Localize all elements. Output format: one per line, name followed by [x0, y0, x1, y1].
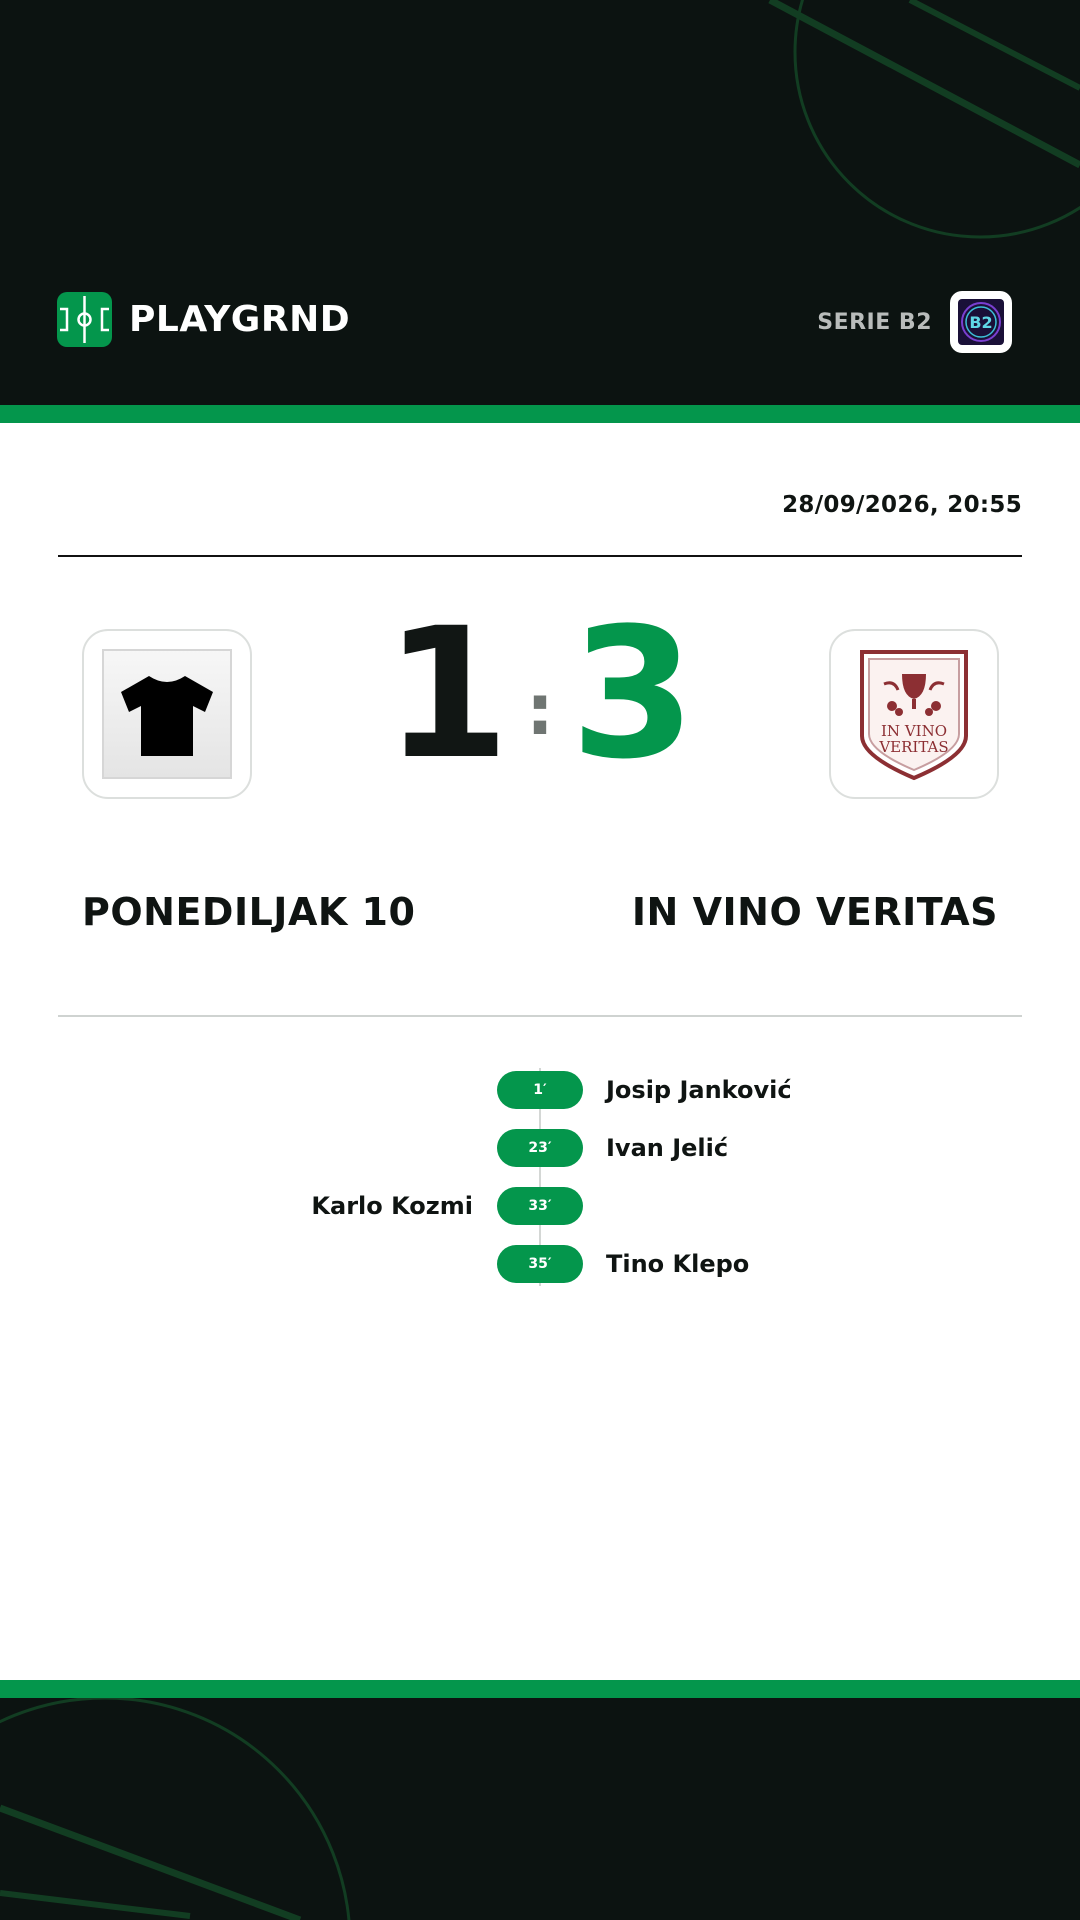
minute-badge: 1′: [497, 1071, 583, 1109]
crest-icon: [854, 644, 974, 784]
league-name: SERIE B2: [817, 309, 932, 335]
away-team-name: IN VINO VERITAS: [631, 890, 998, 934]
away-scorer: Ivan Jelić: [606, 1134, 729, 1162]
divider: [58, 1015, 1022, 1017]
brand: [57, 291, 350, 347]
goal-event: [0, 1129, 1080, 1169]
score-separator: :: [526, 669, 554, 751]
scoreboard: [380, 590, 700, 799]
minute-badge: 35′: [497, 1245, 583, 1283]
league: [817, 291, 1012, 353]
match-datetime: 28/09/2026, 20:55: [782, 492, 1022, 518]
home-team-logo: [82, 629, 252, 799]
home-team-name: PONEDILJAK 10: [82, 890, 416, 934]
league-logo-icon: [957, 298, 1005, 346]
header: [0, 0, 1080, 405]
pitch-icon: [57, 292, 112, 347]
footer: [0, 1698, 1080, 1920]
home-scorer: Karlo Kozmi: [311, 1192, 473, 1220]
home-score: 1: [384, 590, 510, 799]
divider: [58, 555, 1022, 557]
svg-text:VERITAS: VERITAS: [879, 738, 949, 756]
minute-badge: 23′: [497, 1129, 583, 1167]
goal-event: [0, 1245, 1080, 1285]
away-score: 3: [570, 590, 696, 799]
league-badge: [950, 291, 1012, 353]
brand-name: PLAYGRND: [129, 298, 351, 340]
away-team-logo: [829, 629, 999, 799]
goal-event: [0, 1071, 1080, 1111]
footer-decoration: [0, 1698, 1080, 1920]
goal-event: [0, 1187, 1080, 1227]
shirt-icon: [101, 648, 233, 780]
footer-stripe: [0, 1680, 1080, 1698]
away-scorer: Josip Janković: [606, 1076, 792, 1104]
league-badge-text: B2: [969, 313, 993, 332]
minute-badge: 33′: [497, 1187, 583, 1225]
header-stripe: [0, 405, 1080, 423]
svg-text:IN VINO: IN VINO: [881, 722, 947, 740]
away-scorer: Tino Klepo: [606, 1250, 750, 1278]
